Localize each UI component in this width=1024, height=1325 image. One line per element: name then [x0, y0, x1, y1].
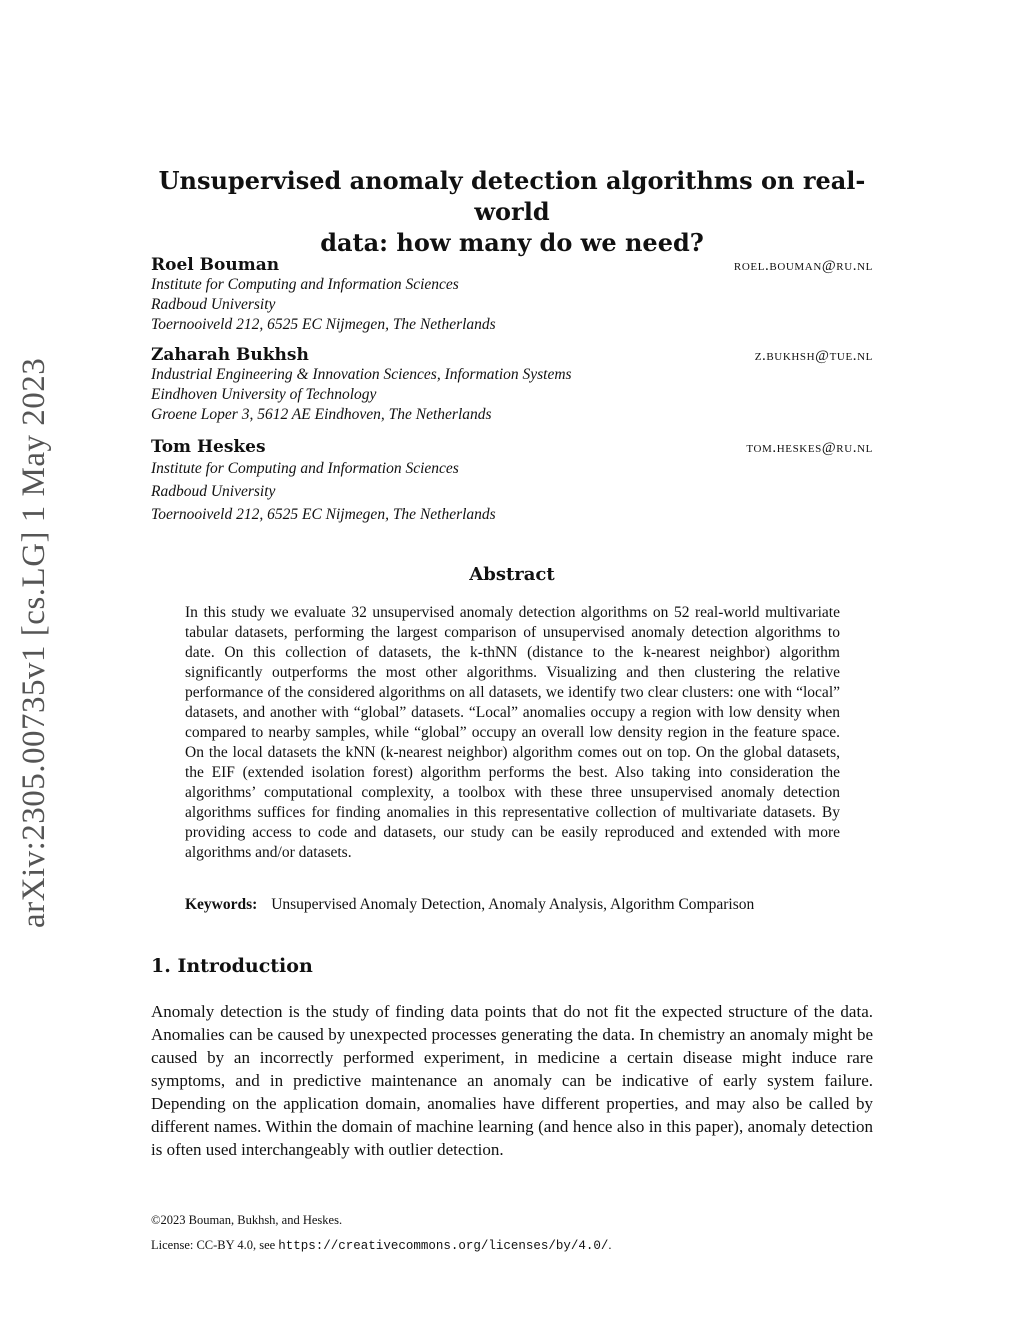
author-name: Roel Bouman: [151, 255, 280, 275]
affiliation-line: Radboud University: [151, 296, 276, 313]
abstract-text: In this study we evaluate 32 unsupervised anomaly detection algorithms on 52 real-world multivariate tabular datasets, performing the largest comparison of unsupervised anomaly detection algorithms to date. On this collection of datasets, the k-thNN (distance to the k-nearest neighbor) algorithm significantly outperforms the most other algorithms. Visualizing and then clustering the relative performance of the considered algorithms on all datasets, we identify two clear clusters: one with “local” datasets, and another with “global” datasets. “Local” anomalies occupy a region with low density when compared to nearby samples, while “global” occupy an overall low density region in the feature space. On the local datasets the kNN (k-nearest neighbor) algorithm comes out on top. On the global datasets, the EIF (extended isolation forest) algorithm performs the best. Also taking into consideration the algorithms’ computational complexity, a toolbox with these three unsupervised anomaly detection algorithms suffices for finding anomalies in this representative collection of multivariate datasets. By providing access to code and datasets, our study can be easily reproduced and extended with more algorithms and/or datasets.: [185, 604, 840, 861]
affiliation-line: Toernooiveld 212, 6525 EC Nijmegen, The Netherlands: [151, 316, 496, 333]
abstract-heading: Abstract: [469, 564, 555, 585]
paper-title: [140, 165, 884, 258]
paper-title-line-1: Unsupervised anomaly detection algorithms on real-world: [158, 166, 866, 226]
author-block-1: [151, 255, 873, 335]
license-suffix: .: [608, 1238, 612, 1252]
keywords-line: [185, 896, 845, 914]
affiliation-line: Institute for Computing and Information Sciences: [151, 460, 459, 477]
license-link[interactable]: https://creativecommons.org/licenses/by/4.0/: [278, 1239, 609, 1253]
author-email[interactable]: roel.bouman@ru.nl: [733, 258, 873, 274]
keywords-list: Unsupervised Anomaly Detection, Anomaly Analysis, Algorithm Comparison: [271, 896, 755, 913]
license-prefix: License: CC-BY 4.0, see: [151, 1238, 279, 1252]
paper-title-line-2: data: how many do we need?: [320, 228, 704, 257]
section-heading-introduction: 1. Introduction: [151, 955, 313, 977]
author-email[interactable]: tom.heskes@ru.nl: [746, 440, 873, 456]
author-block-3: [151, 437, 873, 526]
license-notice: [151, 1238, 611, 1253]
arxiv-identifier-stamp: arXiv:2305.00735v1 [cs.LG] 1 May 2023: [16, 357, 52, 928]
affiliation-line: Groene Loper 3, 5612 AE Eindhoven, The Netherlands: [151, 406, 492, 423]
introduction-paragraph: Anomaly detection is the study of finding data points that do not fit the expected structure of the data. Anomalies can be caused by unexpected processes generating the data. In chemistry an anomaly might be caused by an incorrectly performed experiment, in medicine a certain disease might induce rare symptoms, and in predictive maintenance an anomaly can be indicative of early system failure. Depending on the application domain, anomalies have different properties, and may also be called by different names. Within the domain of machine learning (and hence also in this paper), anomaly detection is often used interchangeably with outlier detection.: [151, 1002, 873, 1159]
affiliation-line: Eindhoven University of Technology: [151, 386, 377, 403]
author-email[interactable]: z.bukhsh@tue.nl: [754, 348, 873, 364]
affiliation-line: Industrial Engineering & Innovation Sciences, Information Systems: [151, 366, 572, 383]
affiliation-line: Toernooiveld 212, 6525 EC Nijmegen, The Netherlands: [151, 506, 496, 523]
keywords-label: Keywords:: [185, 896, 258, 913]
author-name: Tom Heskes: [151, 437, 266, 457]
author-block-2: [151, 345, 873, 425]
author-name: Zaharah Bukhsh: [151, 345, 309, 365]
affiliation-line: Institute for Computing and Information Sciences: [151, 276, 459, 293]
affiliation-line: Radboud University: [151, 483, 276, 500]
copyright-notice: ©2023 Bouman, Bukhsh, and Heskes.: [151, 1213, 343, 1227]
